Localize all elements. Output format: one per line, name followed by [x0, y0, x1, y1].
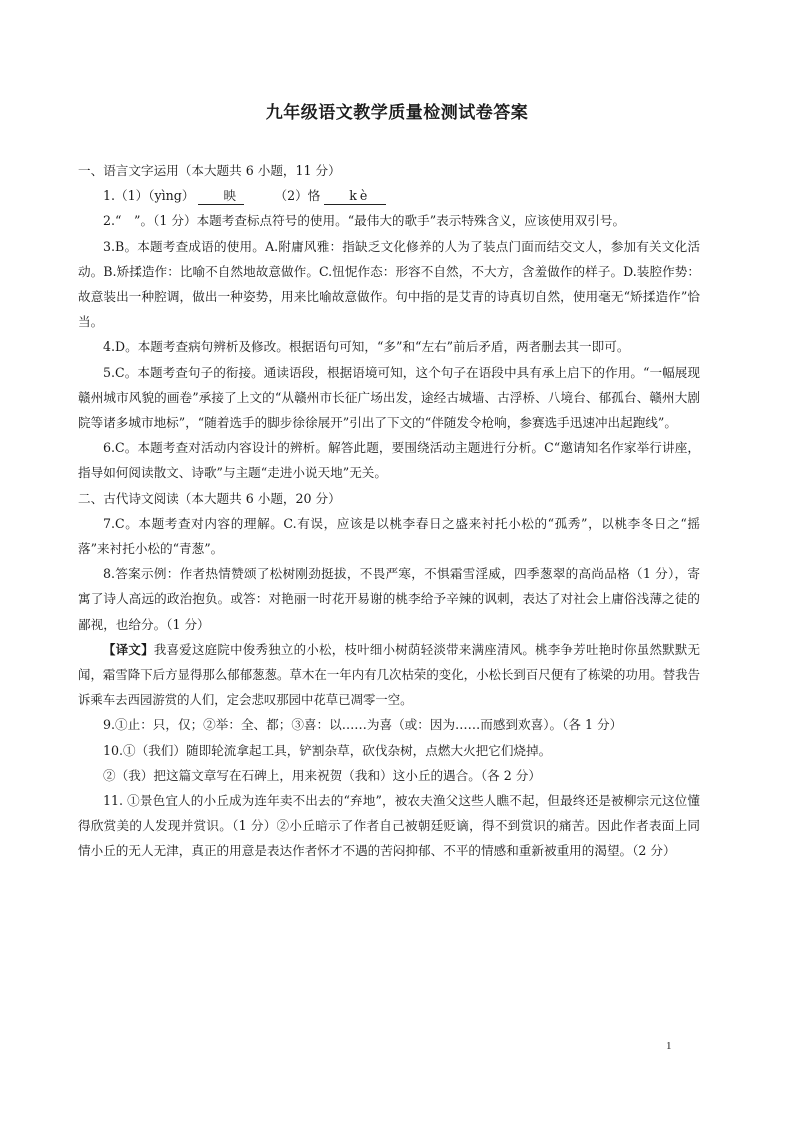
page-number: 1 — [666, 1040, 672, 1052]
q1-prefix: 1.（1）（yìng） — [103, 188, 195, 204]
answer-q10-line2: ②（我）把这篇文章写在石碑上，用来祝贺（我和）这小丘的遇合。（各 2 分） — [103, 767, 541, 783]
answer-q11: 11. ①景色宜人的小丘成为连年卖不出去的“弃地”，被农夫渔父这些人瞧不起，但最终还是被柳宗元这位懂得欣赏美的人发现并赏识。（1 分）②小丘暗示了作者自己被朝廷贬谪，得不到赏识的痛苦。因此作者表面上同情小丘的无人无津，真正的用意是表达作者怀才不遇的苦闷抑郁、不平的情感和重新被重用的渴望。（2 分） — [78, 793, 700, 859]
answer-q7: 7.C。本题考查对内容的理解。C.有误，应该是以桃李春日之盛来衬托小松的“孤秀”，以桃李冬日之“摇落”来衬托小松的“青葱”。 — [78, 515, 700, 557]
answer-q1 — [78, 183, 700, 208]
answer-q3: 3.B。本题考查成语的使用。A.附庸风雅：指缺乏文化修养的人为了装点门面而结交文人，参加有关文化活动。B.矫揉造作：比喻不自然地故意做作。C.忸怩作态：形容不自然，不大方，含羞做作的样子。D.装腔作势：故意装出一种腔调，做出一种姿势，用来比喻故意做作。句中指的是艾青的诗真切自然，使用毫无“矫揉造作”恰当。 — [78, 238, 700, 330]
answer-q4: 4.D。本题考查病句辨析及修改。根据语句可知，“多”和“左右”前后矛盾，两者删去其一即可。 — [103, 339, 630, 355]
section-heading-1: 一、语言文字运用（本大题共 6 小题，11 分） — [78, 163, 341, 178]
translation-text: 我喜爱这庭院中俊秀独立的小松，枝叶细小树荫轻淡带来满座清风。桃李争芳吐艳时你虽然默默无闻，霜雪降下后方显得那么郁郁葱葱。草木在一年内有几次枯荣的变化，小松长到百尺便有了栋梁的功用。替我告诉乘车去西园游赏的人们，定会悲叹那园中花草已凋零一空。 — [78, 641, 701, 708]
section-heading-2: 二、古代诗文阅读（本大题共 6 小题，20 分） — [78, 490, 341, 506]
translation-paragraph — [78, 637, 700, 713]
q1-answer-2: kè — [324, 188, 386, 205]
page-title: 九年级语文教学质量检测试卷答案 — [265, 103, 529, 123]
translation-tag: 【译文】 — [103, 641, 154, 657]
answer-q6: 6.C。本题考查对活动内容设计的辨析。解答此题，要围绕活动主题进行分析。C“邀请知名作家举行讲座，指导如何阅读散文、诗歌”与主题“走进小说天地”无关。 — [78, 440, 700, 481]
answer-q8: 8.答案示例：作者热情赞颂了松树刚劲挺拔，不畏严寒，不惧霜雪淫威，四季葱翠的高尚品格（1 分），寄寓了诗人高远的政治抱负。或答：对艳丽一时花开易谢的桃李给予辛辣的讽刺，表达了对社会上庸俗浅薄之徒的鄙视，也给分。（1 分） — [78, 566, 700, 632]
answer-body — [78, 158, 700, 864]
q1-mid: （2）恪 — [274, 188, 321, 204]
q1-answer-1: 映 — [198, 188, 244, 205]
answer-q2: 2.“ ”。（1 分）本题考查标点符号的使用。“最伟大的歌手”表示特殊含义，应该使用双引号。 — [103, 213, 626, 229]
answer-q5: 5.C。本题考查句子的衔接。通读语段，根据语境可知，这个句子在语段中具有承上启下的作用。“一幅展现赣州城市风貌的画卷”承接了上文的“从赣州市长征广场出发，途经古城墙、古浮桥、八境台、郁孤台、赣州大剧院等诸多城市地标”，“随着选手的脚步徐徐展开”引出了下文的“伴随发令枪响，参赛选手迅速冲出起跑线”。 — [78, 364, 700, 431]
answer-q10-line1: 10.①（我们）随即轮流拿起工具，铲割杂草，砍伐杂树，点燃大火把它们烧掉。 — [103, 742, 552, 758]
answer-q9: 9.①止：只，仅；②举：全、都；③喜：以……为喜（或：因为……而感到欢喜）。（各 1 分） — [103, 717, 623, 733]
